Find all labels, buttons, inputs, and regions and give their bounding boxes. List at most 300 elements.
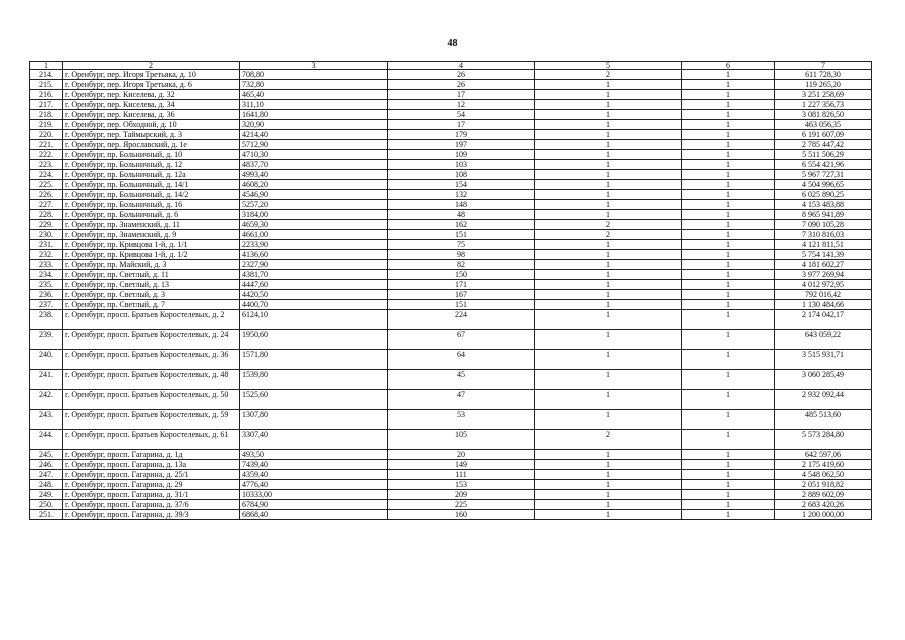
row-number-cell: 245.	[30, 450, 63, 460]
cost-cell: 792 016,42	[775, 290, 872, 300]
cost-cell: 4 153 483,88	[775, 200, 872, 210]
type-cell: 1	[682, 140, 775, 150]
table-row	[30, 250, 872, 260]
area-cell: 4420,50	[240, 290, 388, 300]
residents-cell: 54	[388, 110, 535, 120]
address-cell: г. Оренбург, просп. Братьев Коростелевых, д. 36	[63, 350, 240, 370]
column-header: 1	[30, 62, 63, 70]
residents-cell: 26	[388, 70, 535, 80]
table-row	[30, 500, 872, 510]
table-row	[30, 330, 872, 350]
area-cell: 1950,60	[240, 330, 388, 350]
area-cell: 7439,40	[240, 460, 388, 470]
count-cell: 2	[535, 430, 682, 450]
residents-cell: 64	[388, 350, 535, 370]
count-cell: 1	[535, 140, 682, 150]
count-cell: 1	[535, 250, 682, 260]
cost-cell: 6 191 607,09	[775, 130, 872, 140]
type-cell: 1	[682, 430, 775, 450]
residents-cell: 48	[388, 210, 535, 220]
cost-cell: 2 174 042,17	[775, 310, 872, 330]
area-cell: 3184,00	[240, 210, 388, 220]
area-cell: 10333,00	[240, 490, 388, 500]
table-row	[30, 130, 872, 140]
area-cell: 4837,70	[240, 160, 388, 170]
residents-cell: 162	[388, 220, 535, 230]
type-cell: 1	[682, 460, 775, 470]
area-cell: 1307,80	[240, 410, 388, 430]
type-cell: 1	[682, 150, 775, 160]
cost-cell: 2 175 419,60	[775, 460, 872, 470]
area-cell: 6868,40	[240, 510, 388, 520]
address-cell: г. Оренбург, просп. Гагарина, д. 13а	[63, 460, 240, 470]
address-cell: г. Оренбург, просп. Братьев Коростелевых, д. 2	[63, 310, 240, 330]
type-cell: 1	[682, 160, 775, 170]
cost-cell: 1 200 000,00	[775, 510, 872, 520]
table-row	[30, 220, 872, 230]
row-number-cell: 229.	[30, 220, 63, 230]
count-cell: 1	[535, 190, 682, 200]
column-header: 6	[682, 62, 775, 70]
row-number-cell: 231.	[30, 240, 63, 250]
table-row	[30, 270, 872, 280]
address-cell: г. Оренбург, просп. Гагарина, д. 25/1	[63, 470, 240, 480]
residents-cell: 154	[388, 180, 535, 190]
count-cell: 1	[535, 120, 682, 130]
count-cell: 1	[535, 280, 682, 290]
table-row	[30, 160, 872, 170]
address-cell: г. Оренбург, пр. Знаменский, д. 11	[63, 220, 240, 230]
table-row	[30, 350, 872, 370]
cost-cell: 3 081 826,50	[775, 110, 872, 120]
area-cell: 732,80	[240, 80, 388, 90]
residents-cell: 75	[388, 240, 535, 250]
address-cell: г. Оренбург, пр. Светлый, д. 3	[63, 290, 240, 300]
table-row	[30, 450, 872, 460]
cost-cell: 5 754 141,39	[775, 250, 872, 260]
address-cell: г. Оренбург, пер. Киселева, д. 32	[63, 90, 240, 100]
cost-cell: 3 515 931,71	[775, 350, 872, 370]
row-number-cell: 226.	[30, 190, 63, 200]
count-cell: 1	[535, 90, 682, 100]
count-cell: 1	[535, 310, 682, 330]
cost-cell: 611 728,30	[775, 70, 872, 80]
row-number-cell: 217.	[30, 100, 63, 110]
cost-cell: 2 889 602,09	[775, 490, 872, 500]
type-cell: 1	[682, 450, 775, 460]
type-cell: 1	[682, 190, 775, 200]
address-cell: г. Оренбург, пр. Кривцова 1-й, д. 1/1	[63, 240, 240, 250]
cost-cell: 2 785 447,42	[775, 140, 872, 150]
count-cell: 1	[535, 200, 682, 210]
cost-cell: 5 967 727,31	[775, 170, 872, 180]
area-cell: 4381,70	[240, 270, 388, 280]
residents-cell: 111	[388, 470, 535, 480]
address-cell: г. Оренбург, просп. Братьев Коростелевых, д. 61	[63, 430, 240, 450]
area-cell: 5712,90	[240, 140, 388, 150]
area-cell: 493,50	[240, 450, 388, 460]
address-cell: г. Оренбург, пр. Больничный, д. 12а	[63, 170, 240, 180]
area-cell: 4993,40	[240, 170, 388, 180]
area-cell: 1539,80	[240, 370, 388, 390]
residents-cell: 132	[388, 190, 535, 200]
row-number-cell: 243.	[30, 410, 63, 430]
column-header: 5	[535, 62, 682, 70]
area-cell: 4608,20	[240, 180, 388, 190]
count-cell: 1	[535, 460, 682, 470]
row-number-cell: 225.	[30, 180, 63, 190]
row-number-cell: 239.	[30, 330, 63, 350]
table-row	[30, 110, 872, 120]
type-cell: 1	[682, 510, 775, 520]
type-cell: 1	[682, 100, 775, 110]
residents-cell: 153	[388, 480, 535, 490]
type-cell: 1	[682, 90, 775, 100]
residents-cell: 45	[388, 370, 535, 390]
table-row	[30, 390, 872, 410]
count-cell: 1	[535, 150, 682, 160]
address-cell: г. Оренбург, пр. Кривцова 1-й, д. 1/2	[63, 250, 240, 260]
table-row	[30, 120, 872, 130]
table-row	[30, 310, 872, 330]
count-cell: 1	[535, 130, 682, 140]
row-number-cell: 223.	[30, 160, 63, 170]
address-cell: г. Оренбург, пер. Киселева, д. 36	[63, 110, 240, 120]
address-cell: г. Оренбург, просп. Братьев Коростелевых, д. 50	[63, 390, 240, 410]
count-cell: 1	[535, 510, 682, 520]
table-row	[30, 240, 872, 250]
type-cell: 1	[682, 410, 775, 430]
row-number-cell: 246.	[30, 460, 63, 470]
count-cell: 1	[535, 500, 682, 510]
row-number-cell: 251.	[30, 510, 63, 520]
row-number-cell: 228.	[30, 210, 63, 220]
cost-cell: 7 090 105,28	[775, 220, 872, 230]
type-cell: 1	[682, 470, 775, 480]
register-table	[29, 61, 872, 520]
count-cell: 2	[535, 220, 682, 230]
table-row	[30, 150, 872, 160]
row-number-cell: 235.	[30, 280, 63, 290]
row-number-cell: 236.	[30, 290, 63, 300]
table-row	[30, 480, 872, 490]
row-number-cell: 238.	[30, 310, 63, 330]
type-cell: 1	[682, 260, 775, 270]
row-number-cell: 250.	[30, 500, 63, 510]
cost-cell: 2 932 092,44	[775, 390, 872, 410]
area-cell: 2327,90	[240, 260, 388, 270]
area-cell: 3307,40	[240, 430, 388, 450]
area-cell: 4359,40	[240, 470, 388, 480]
type-cell: 1	[682, 270, 775, 280]
residents-cell: 150	[388, 270, 535, 280]
type-cell: 1	[682, 180, 775, 190]
address-cell: г. Оренбург, пер. Таймырский, д. 3	[63, 130, 240, 140]
table-row	[30, 300, 872, 310]
type-cell: 1	[682, 170, 775, 180]
count-cell: 1	[535, 80, 682, 90]
count-cell: 1	[535, 270, 682, 280]
type-cell: 1	[682, 70, 775, 80]
area-cell: 4661,00	[240, 230, 388, 240]
type-cell: 1	[682, 210, 775, 220]
area-cell: 6124,10	[240, 310, 388, 330]
residents-cell: 149	[388, 460, 535, 470]
residents-cell: 209	[388, 490, 535, 500]
type-cell: 1	[682, 220, 775, 230]
table-row	[30, 200, 872, 210]
area-cell: 4659,30	[240, 220, 388, 230]
count-cell: 1	[535, 410, 682, 430]
area-cell: 1571,80	[240, 350, 388, 370]
residents-cell: 151	[388, 300, 535, 310]
cost-cell: 7 310 816,03	[775, 230, 872, 240]
address-cell: г. Оренбург, пр. Больничный, д. 16	[63, 200, 240, 210]
table-row	[30, 180, 872, 190]
row-number-cell: 237.	[30, 300, 63, 310]
cost-cell: 463 056,35	[775, 120, 872, 130]
row-number-cell: 220.	[30, 130, 63, 140]
cost-cell: 3 977 269,94	[775, 270, 872, 280]
row-number-cell: 244.	[30, 430, 63, 450]
type-cell: 1	[682, 480, 775, 490]
cost-cell: 4 504 996,65	[775, 180, 872, 190]
address-cell: г. Оренбург, пер. Ярославский, д. 1е	[63, 140, 240, 150]
residents-cell: 160	[388, 510, 535, 520]
page-number: 48	[447, 38, 458, 49]
row-number-cell: 218.	[30, 110, 63, 120]
cost-cell: 4 121 811,51	[775, 240, 872, 250]
cost-cell: 643 059,22	[775, 330, 872, 350]
residents-cell: 12	[388, 100, 535, 110]
residents-cell: 82	[388, 260, 535, 270]
residents-cell: 109	[388, 150, 535, 160]
address-cell: г. Оренбург, пр. Больничный, д. 6	[63, 210, 240, 220]
table-row	[30, 170, 872, 180]
type-cell: 1	[682, 330, 775, 350]
cost-cell: 4 548 062,50	[775, 470, 872, 480]
residents-cell: 26	[388, 80, 535, 90]
residents-cell: 167	[388, 290, 535, 300]
residents-cell: 103	[388, 160, 535, 170]
address-cell: г. Оренбург, пр. Больничный, д. 14/2	[63, 190, 240, 200]
row-number-cell: 227.	[30, 200, 63, 210]
type-cell: 1	[682, 300, 775, 310]
type-cell: 1	[682, 250, 775, 260]
count-cell: 1	[535, 300, 682, 310]
address-cell: г. Оренбург, пр. Светлый, д. 7	[63, 300, 240, 310]
count-cell: 1	[535, 470, 682, 480]
cost-cell: 5 573 284,80	[775, 430, 872, 450]
area-cell: 465,40	[240, 90, 388, 100]
table-row	[30, 230, 872, 240]
count-cell: 1	[535, 240, 682, 250]
area-cell: 6784,90	[240, 500, 388, 510]
type-cell: 1	[682, 500, 775, 510]
count-cell: 1	[535, 450, 682, 460]
cost-cell: 1 227 356,73	[775, 100, 872, 110]
address-cell: г. Оренбург, пер. Киселева, д. 34	[63, 100, 240, 110]
residents-cell: 67	[388, 330, 535, 350]
row-number-cell: 248.	[30, 480, 63, 490]
area-cell: 1641,80	[240, 110, 388, 120]
cost-cell: 4 181 602,27	[775, 260, 872, 270]
area-cell: 5257,20	[240, 200, 388, 210]
area-cell: 320,90	[240, 120, 388, 130]
cost-cell: 3 060 285,49	[775, 370, 872, 390]
cost-cell: 1 130 484,66	[775, 300, 872, 310]
residents-cell: 171	[388, 280, 535, 290]
area-cell: 2233,90	[240, 240, 388, 250]
column-header: 4	[388, 62, 535, 70]
table-row	[30, 90, 872, 100]
cost-cell: 6 025 890,25	[775, 190, 872, 200]
area-cell: 4447,60	[240, 280, 388, 290]
type-cell: 1	[682, 240, 775, 250]
cost-cell: 3 251 258,69	[775, 90, 872, 100]
table-row	[30, 140, 872, 150]
table-row	[30, 490, 872, 500]
type-cell: 1	[682, 110, 775, 120]
area-cell: 1525,60	[240, 390, 388, 410]
table-row	[30, 290, 872, 300]
type-cell: 1	[682, 200, 775, 210]
area-cell: 311,10	[240, 100, 388, 110]
residents-cell: 98	[388, 250, 535, 260]
address-cell: г. Оренбург, пр. Знаменский, д. 9	[63, 230, 240, 240]
count-cell: 1	[535, 480, 682, 490]
row-number-cell: 221.	[30, 140, 63, 150]
cost-cell: 119 265,20	[775, 80, 872, 90]
area-cell: 4546,90	[240, 190, 388, 200]
type-cell: 1	[682, 290, 775, 300]
row-number-cell: 232.	[30, 250, 63, 260]
type-cell: 1	[682, 370, 775, 390]
address-cell: г. Оренбург, просп. Гагарина, д. 31/1	[63, 490, 240, 500]
type-cell: 1	[682, 230, 775, 240]
table-row	[30, 470, 872, 480]
cost-cell: 2 683 420,26	[775, 500, 872, 510]
address-cell: г. Оренбург, просп. Братьев Коростелевых, д. 24	[63, 330, 240, 350]
type-cell: 1	[682, 80, 775, 90]
residents-cell: 151	[388, 230, 535, 240]
count-cell: 1	[535, 390, 682, 410]
row-number-cell: 240.	[30, 350, 63, 370]
table-row	[30, 280, 872, 290]
count-cell: 1	[535, 330, 682, 350]
address-cell: г. Оренбург, пр. Больничный, д. 10	[63, 150, 240, 160]
residents-cell: 225	[388, 500, 535, 510]
table-row	[30, 410, 872, 430]
table-row	[30, 510, 872, 520]
row-number-cell: 216.	[30, 90, 63, 100]
count-cell: 1	[535, 170, 682, 180]
table-header	[30, 62, 872, 70]
address-cell: г. Оренбург, просп. Братьев Коростелевых, д. 48	[63, 370, 240, 390]
count-cell: 2	[535, 230, 682, 240]
address-cell: г. Оренбург, просп. Гагарина, д. 39/3	[63, 510, 240, 520]
cost-cell: 5 511 506,29	[775, 150, 872, 160]
count-cell: 1	[535, 180, 682, 190]
column-header: 2	[63, 62, 240, 70]
address-cell: г. Оренбург, пер. Игоря Третьяка, д. 10	[63, 70, 240, 80]
column-header: 3	[240, 62, 388, 70]
row-number-cell: 222.	[30, 150, 63, 160]
residents-cell: 197	[388, 140, 535, 150]
row-number-cell: 242.	[30, 390, 63, 410]
count-cell: 1	[535, 490, 682, 500]
address-cell: г. Оренбург, пер. Игоря Третьяка, д. 6	[63, 80, 240, 90]
count-cell: 1	[535, 290, 682, 300]
row-number-cell: 215.	[30, 80, 63, 90]
residents-cell: 20	[388, 450, 535, 460]
cost-cell: 642 597,06	[775, 450, 872, 460]
count-cell: 1	[535, 210, 682, 220]
address-cell: г. Оренбург, просп. Гагарина, д. 37/6	[63, 500, 240, 510]
address-cell: г. Оренбург, просп. Братьев Коростелевых, д. 59	[63, 410, 240, 430]
table-row	[30, 430, 872, 450]
table-row	[30, 260, 872, 270]
row-number-cell: 247.	[30, 470, 63, 480]
address-cell: г. Оренбург, пр. Светлый, д. 13	[63, 280, 240, 290]
area-cell: 4136,60	[240, 250, 388, 260]
residents-cell: 47	[388, 390, 535, 410]
residents-cell: 179	[388, 130, 535, 140]
address-cell: г. Оренбург, пр. Светлый, д. 11	[63, 270, 240, 280]
row-number-cell: 233.	[30, 260, 63, 270]
header-row	[30, 62, 872, 70]
address-cell: г. Оренбург, пр. Больничный, д. 14/1	[63, 180, 240, 190]
count-cell: 1	[535, 260, 682, 270]
table-row	[30, 370, 872, 390]
count-cell: 1	[535, 160, 682, 170]
address-cell: г. Оренбург, просп. Гагарина, д. 1д	[63, 450, 240, 460]
row-number-cell: 230.	[30, 230, 63, 240]
residents-cell: 53	[388, 410, 535, 430]
area-cell: 4214,40	[240, 130, 388, 140]
type-cell: 1	[682, 130, 775, 140]
table-row	[30, 80, 872, 90]
table-row	[30, 460, 872, 470]
count-cell: 1	[535, 370, 682, 390]
count-cell: 1	[535, 100, 682, 110]
table-row	[30, 100, 872, 110]
area-cell: 4400,70	[240, 300, 388, 310]
cost-cell: 8 965 941,89	[775, 210, 872, 220]
type-cell: 1	[682, 120, 775, 130]
address-cell: г. Оренбург, пр. Майский, д. 3	[63, 260, 240, 270]
cost-cell: 2 051 918,82	[775, 480, 872, 490]
residents-cell: 148	[388, 200, 535, 210]
residents-cell: 17	[388, 90, 535, 100]
table-row	[30, 70, 872, 80]
residents-cell: 17	[388, 120, 535, 130]
cost-cell: 485 513,60	[775, 410, 872, 430]
area-cell: 4710,30	[240, 150, 388, 160]
count-cell: 2	[535, 70, 682, 80]
residents-cell: 105	[388, 430, 535, 450]
type-cell: 1	[682, 350, 775, 370]
row-number-cell: 249.	[30, 490, 63, 500]
table-row	[30, 210, 872, 220]
row-number-cell: 219.	[30, 120, 63, 130]
row-number-cell: 224.	[30, 170, 63, 180]
count-cell: 1	[535, 110, 682, 120]
residents-cell: 108	[388, 170, 535, 180]
residents-cell: 224	[388, 310, 535, 330]
cost-cell: 6 554 421,96	[775, 160, 872, 170]
row-number-cell: 214.	[30, 70, 63, 80]
